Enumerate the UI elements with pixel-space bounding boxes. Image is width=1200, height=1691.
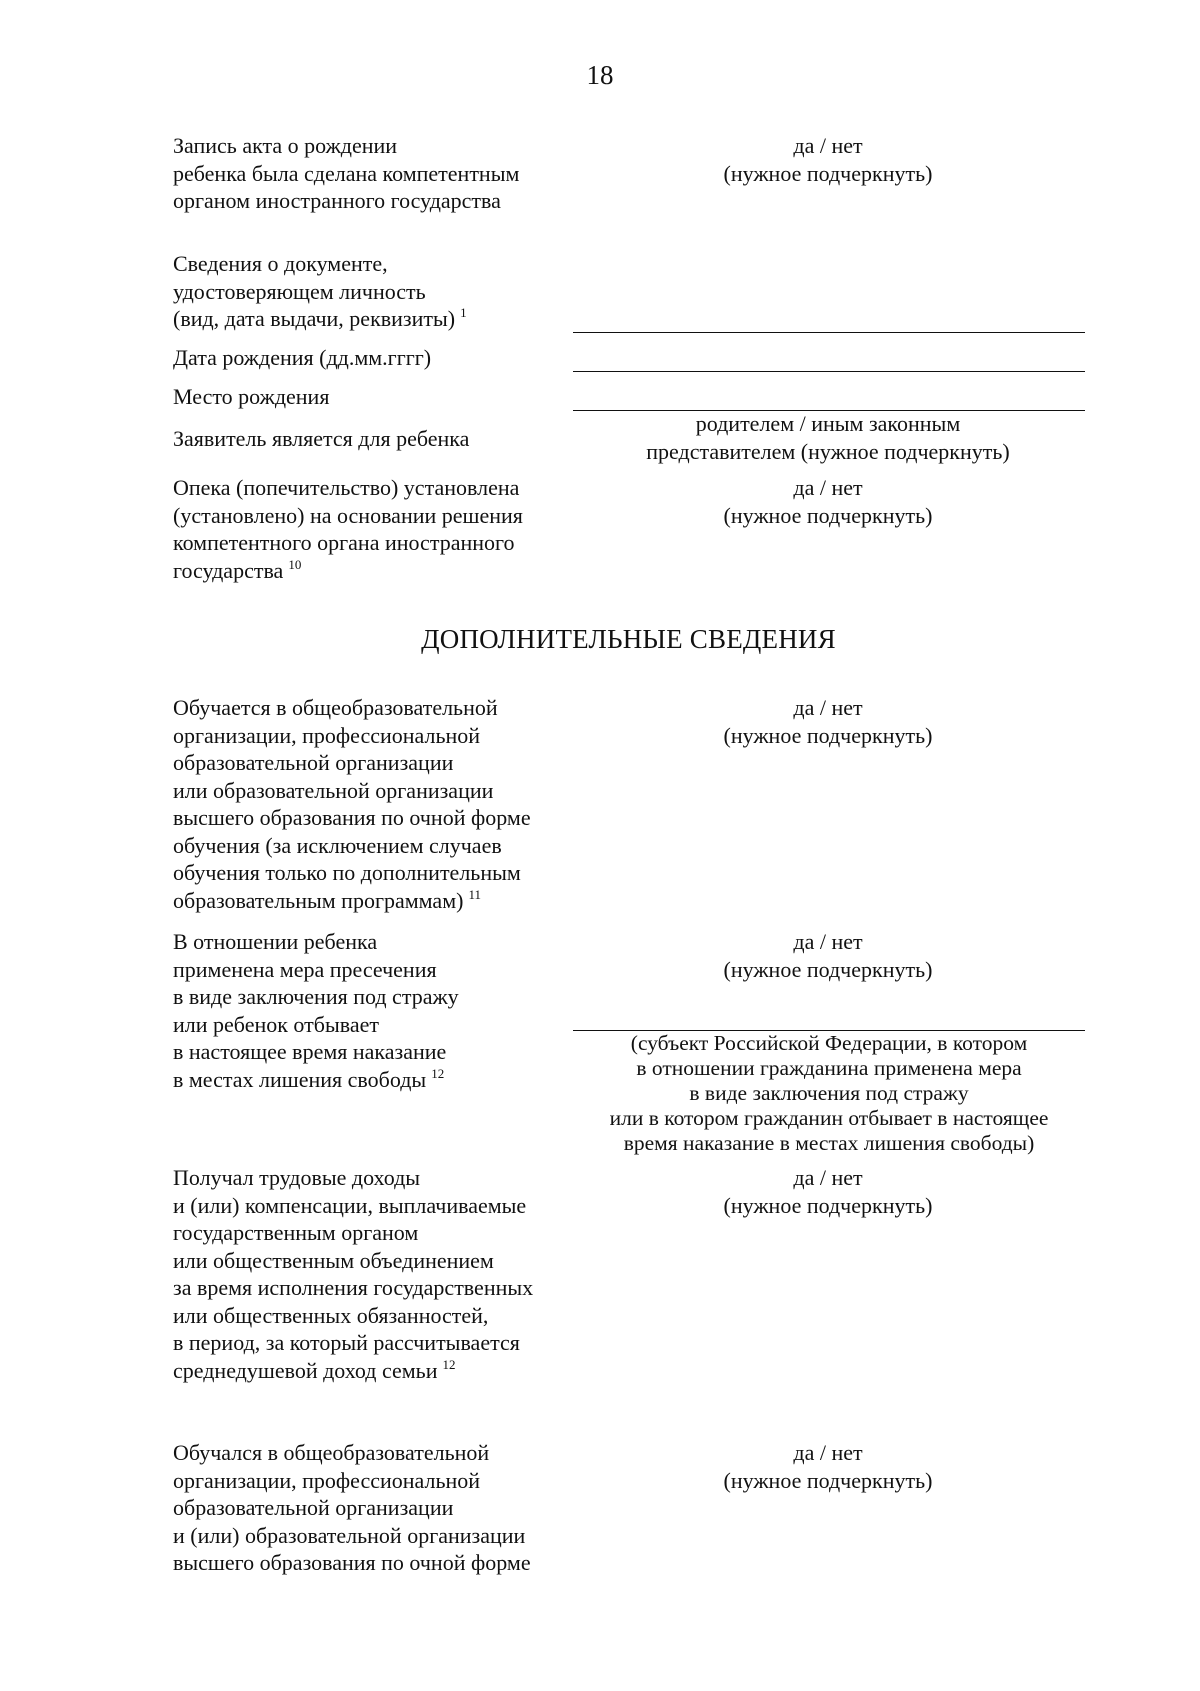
identity-document-label: Сведения о документе, удостоверяющем личность (вид, дата выдачи, реквизиты) $^1$ — [173, 251, 467, 331]
applicant-label: Заявитель является для ребенка — [173, 426, 470, 451]
custody-label: В отношении ребенка применена мера пресечения в виде заключения под стражу или ребенок отбывает в настоящее время наказание в местах лишения свободы $^{12}$ — [173, 929, 459, 1092]
page-number: 18 — [586, 60, 614, 90]
labor-income-label: Получал трудовые доходы и (или) компенсации, выплачиваемые государственным органом или общественным объединением за время исполнения государственных или общественных обязанностей, в период, за который рассчитывается среднедушевой доход семьи $^{12}$ — [173, 1165, 534, 1383]
footnote-ref: 10 — [288, 556, 302, 572]
footnote-ref: 11 — [468, 886, 481, 902]
birth-date-label: Дата рождения (дд.мм.гггг) — [173, 345, 432, 370]
studied-label: Обучался в общеобразовательной организации, профессиональной образовательной организации и (или) образовательной организации высшего образования по очной форме — [173, 1440, 531, 1575]
birth-date-fill-line — [573, 371, 1085, 372]
studied-answer: да / нет (нужное подчеркнуть) — [723, 1440, 933, 1493]
identity-document-fill-line — [573, 332, 1085, 333]
birth-place-label: Место рождения — [173, 384, 330, 409]
birth-record-label: Запись акта о рождении ребенка была сделана компетентным органом иностранного государства — [173, 133, 520, 213]
footnote-ref: 12 — [431, 1065, 445, 1081]
footnote-ref: 1 — [460, 305, 467, 320]
guardianship-label: Опека (попечительство) установлена (установлено) на основании решения компетентного органа иностранного государства $^{10}$ — [173, 475, 523, 583]
custody-region-note: (субъект Российской Федерации, в котором в отношении гражданина применена мера в виде заключения под стражу или в котором гражданин отбывает в настоящее время наказание в местах лишения свободы) — [609, 1031, 1049, 1155]
applicant-answer: родителем / иным законным представителем (нужное подчеркнуть) — [646, 411, 1010, 464]
labor-income-answer: да / нет (нужное подчеркнуть) — [723, 1165, 933, 1218]
guardianship-answer: да / нет (нужное подчеркнуть) — [723, 475, 933, 528]
studying-label: Обучается в общеобразовательной организации, профессиональной образовательной организации или образовательной организации высшего образования по очной форме обучения (за исключением случаев обучения только по дополнительным образовательным программам) $^{11}$ — [173, 695, 531, 913]
footnote-ref: 12 — [442, 1356, 456, 1372]
section-title: ДОПОЛНИТЕЛЬНЫЕ СВЕДЕНИЯ — [421, 624, 836, 654]
birth-record-answer: да / нет (нужное подчеркнуть) — [723, 133, 933, 186]
studying-answer: да / нет (нужное подчеркнуть) — [723, 695, 933, 748]
custody-answer: да / нет (нужное подчеркнуть) — [723, 929, 933, 982]
